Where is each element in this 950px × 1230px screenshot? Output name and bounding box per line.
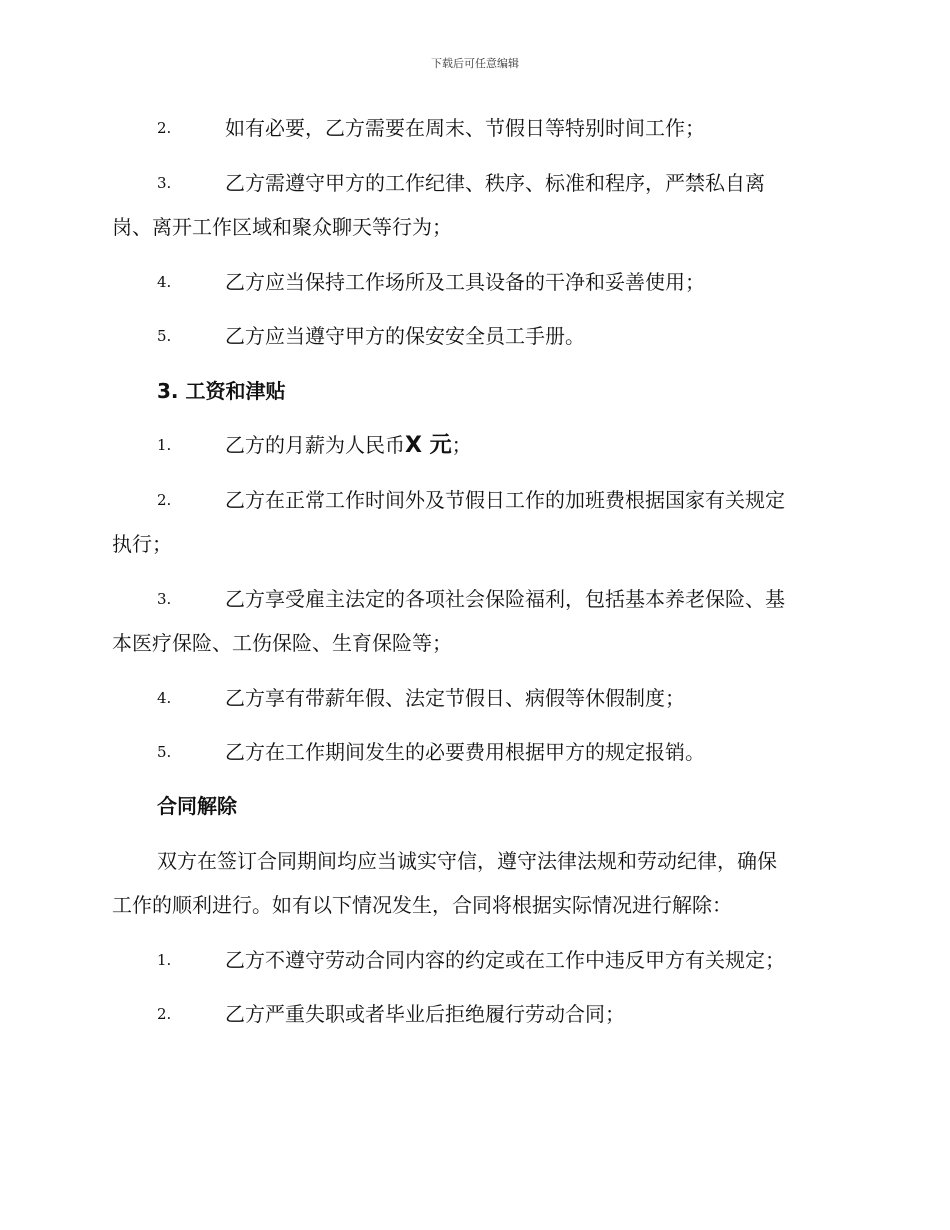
section-heading: 合同解除 xyxy=(157,794,237,818)
page-header: 下载后可任意编辑 xyxy=(431,57,519,70)
item-text xyxy=(225,431,472,460)
item-text-before: 乙方的月薪为人民币 xyxy=(225,433,405,457)
item-number: 3. xyxy=(157,590,172,608)
item-number: 4. xyxy=(157,273,172,291)
item-number: 1. xyxy=(157,436,172,454)
item-text: 乙方在正常工作时间外及节假日工作的加班费根据国家有关规定 xyxy=(225,488,785,512)
item-text-continuation: 岗、离开工作区域和聚众聊天等行为； xyxy=(112,215,452,239)
paragraph-text: 双方在签订合同期间均应当诚实守信，遵守法律法规和劳动纪律，确保 xyxy=(157,849,777,873)
item-number: 2. xyxy=(157,119,172,137)
item-text: 乙方应当遵守甲方的保安安全员工手册。 xyxy=(225,324,585,348)
paragraph-text: 工作的顺利进行。如有以下情况发生，合同将根据实际情况进行解除： xyxy=(112,893,732,917)
item-number: 1. xyxy=(157,951,172,969)
item-number: 3. xyxy=(157,174,172,192)
item-text: 如有必要，乙方需要在周末、节假日等特别时间工作； xyxy=(225,116,705,140)
item-number: 2. xyxy=(157,491,172,509)
item-number: 5. xyxy=(157,327,172,345)
item-text: 乙方严重失职或者毕业后拒绝履行劳动合同； xyxy=(225,1002,625,1026)
item-text: 乙方享受雇主法定的各项社会保险福利，包括基本养老保险、基 xyxy=(225,587,785,611)
item-number: 4. xyxy=(157,689,172,707)
item-number: 5. xyxy=(157,743,172,761)
item-number: 2. xyxy=(157,1005,172,1023)
item-text: 乙方不遵守劳动合同内容的约定或在工作中违反甲方有关规定； xyxy=(225,948,785,972)
item-text: 乙方需遵守甲方的工作纪律、秩序、标准和程序，严禁私自离 xyxy=(225,171,765,195)
salary-amount: X 元 xyxy=(405,433,452,458)
item-text: 乙方享有带薪年假、法定节假日、病假等休假制度； xyxy=(225,686,685,710)
item-text: 乙方在工作期间发生的必要费用根据甲方的规定报销。 xyxy=(225,740,705,764)
item-text-after: ； xyxy=(451,433,472,457)
item-text-continuation: 本医疗保险、工伤保险、生育保险等； xyxy=(112,631,452,655)
item-text-continuation: 执行； xyxy=(112,532,172,556)
section-heading: 3. 工资和津贴 xyxy=(157,379,286,403)
item-text: 乙方应当保持工作场所及工具设备的干净和妥善使用； xyxy=(225,270,705,294)
